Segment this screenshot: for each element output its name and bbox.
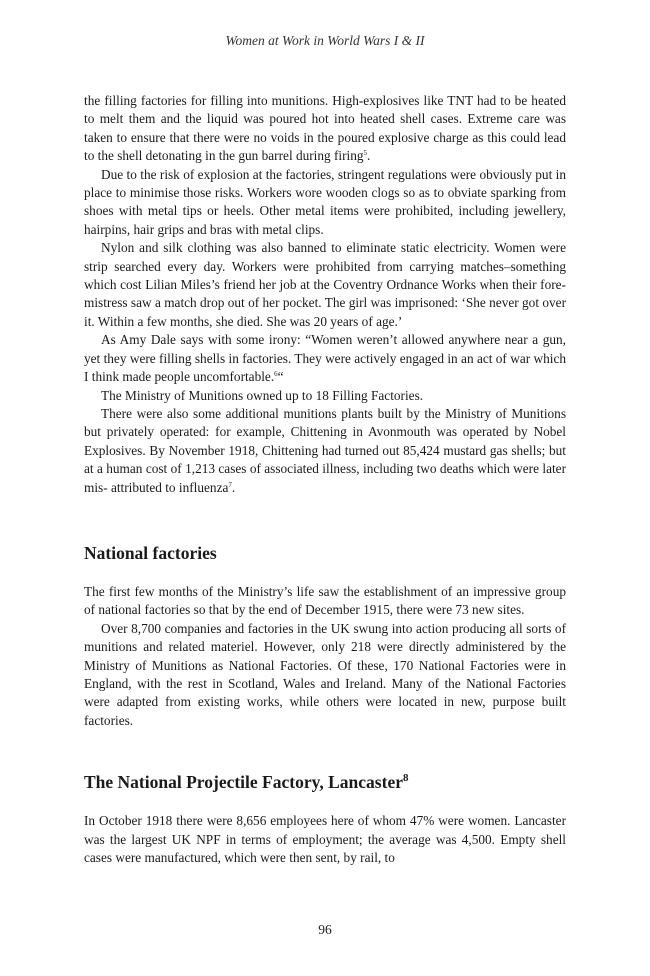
section-heading-npf-lancaster: The National Projectile Factory, Lancaster$^8$ <box>84 772 409 793</box>
paragraph-first-months: The first few months of the Ministry’s life saw the establishment of an impressive group of national factories so that by the end of December 1915, there were 73 new sites. <box>84 583 566 618</box>
paragraph-ministry-owned: The Ministry of Munitions owned up to 18 Filling Factories. <box>101 387 424 403</box>
page-body <box>84 92 566 867</box>
running-head: Women at Work in World Wars I & II <box>225 33 425 48</box>
paragraph-amy-dale: As Amy Dale says with some irony: “Women weren’t allowed anywhere near a gun, yet they were filling shells in factories. They were actively engaged in an act of war which I think made people uncomfortable.$^6$“ <box>84 332 566 385</box>
footnote-marker: 6 <box>274 370 278 379</box>
footnote-marker: 7 <box>228 480 232 489</box>
section-heading-national-factories: National factories <box>84 542 217 563</box>
footnote-marker: 5 <box>363 149 368 158</box>
page-number: 96 <box>318 922 332 937</box>
paragraph-nylon-silk: Nylon and silk clothing was also banned to eliminate static electricity. Women were strip searched every day. Workers were prohibited from carrying matches–something which cost Lilian Miles’s friend her job at the Coventry Ordnance Works when their fore-mistress saw a match drop out of her pocket. The girl was imprisoned: ‘She never got over it. Within a few months, she died. She was 20 years of age.’ <box>84 240 566 329</box>
footnote-marker: 8 <box>402 772 409 785</box>
paragraph-filling: the filling factories for filling into munitions. High-explosives like TNT had to be heated to melt them and the liquid was poured hot into heated shell cases. Extreme care was taken to ensure that there were no voids in the poured explosive charge as this could lead to the shell detonating in the gun barrel during firing$^5$. <box>84 93 566 164</box>
paragraph-lancaster: In October 1918 there were 8,656 employees here of whom 47% were women. Lancaster was the largest UK NPF in terms of employment; the average was 4,500. Empty shell cases were manufactured, which were then sent, by rail, to <box>84 813 566 865</box>
paragraph-chittening: There were also some additional munitions plants built by the Ministry of Munitions but privately operated: for example, Chittening in Avonmouth was operated by Nobel Explosives. By November 1918, Chittening had turned out 85,424 mustard gas shells; but at a human cost of 1,213 cases of associated illness, including two deaths which were later mis- attributed to influenza$^7$. <box>84 405 566 495</box>
paragraph-regulations: Due to the risk of explosion at the factories, stringent regulations were obviously put in place to minimise those risks. Workers wore wooden clogs so as to obviate sparking from shoes with metal tips or heels. Other metal items were prohibited, including jewellery, hairpins, hair grips and bras with metal clips. <box>84 166 566 237</box>
paragraph-companies: Over 8,700 companies and factories in the UK swung into action producing all sorts of munitions and related materiel. However, only 218 were directly administered by the Ministry of Munitions as National Factories. Of these, 170 National Factories were in England, with the rest in Scotland, Wales and Ireland. Many of the National Factories were adapted from existing works, while others were located in new, purpose built factories. <box>84 620 566 728</box>
